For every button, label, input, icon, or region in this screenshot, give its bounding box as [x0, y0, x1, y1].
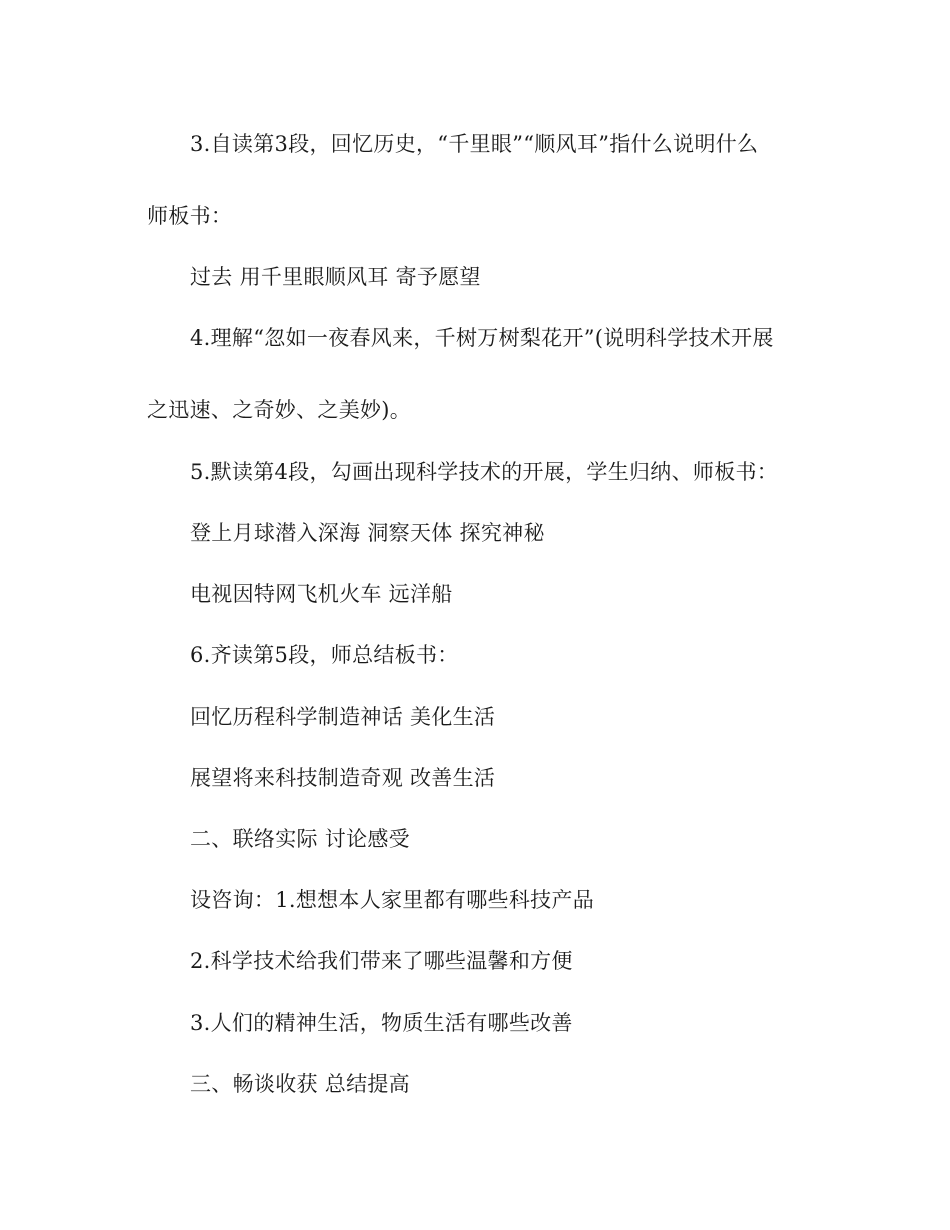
paragraph-step-6: 6.齐读第5段，师总结板书：	[190, 643, 459, 667]
blackboard-line-past: 过去 用千里眼顺风耳 寄予愿望	[190, 265, 481, 289]
paragraph-step-4-continued: 之迅速、之奇妙、之美妙)。	[147, 398, 412, 422]
blackboard-line-future: 展望将来科技制造奇观 改善生活	[190, 766, 496, 790]
section-heading-two: 二、联络实际 讨论感受	[190, 827, 410, 851]
paragraph-step-5: 5.默读第4段，勾画出现科学技术的开展，学生归纳、师板书：	[190, 460, 779, 484]
question-3: 3.人们的精神生活，物质生活有哪些改善	[190, 1011, 573, 1035]
section-heading-three: 三、畅谈收获 总结提高	[190, 1072, 410, 1096]
paragraph-step-3: 3.自读第3段，回忆历史，“千里眼”“顺风耳”指什么说明什么	[190, 132, 759, 156]
blackboard-line-recall: 回忆历程科学制造神话 美化生活	[190, 705, 496, 729]
question-2: 2.科学技术给我们带来了哪些温馨和方便	[190, 949, 573, 973]
question-1: 设咨询：1.想想本人家里都有哪些科技产品	[190, 888, 595, 912]
blackboard-line-transport: 电视因特网飞机火车 远洋船	[190, 582, 453, 606]
blackboard-line-explore: 登上月球潜入深海 洞察天体 探究神秘	[190, 521, 545, 545]
paragraph-step-4: 4.理解“忽如一夜春风来，千树万树梨花开”(说明科学技术开展	[190, 326, 774, 350]
paragraph-step-3-continued: 师板书：	[147, 204, 233, 228]
